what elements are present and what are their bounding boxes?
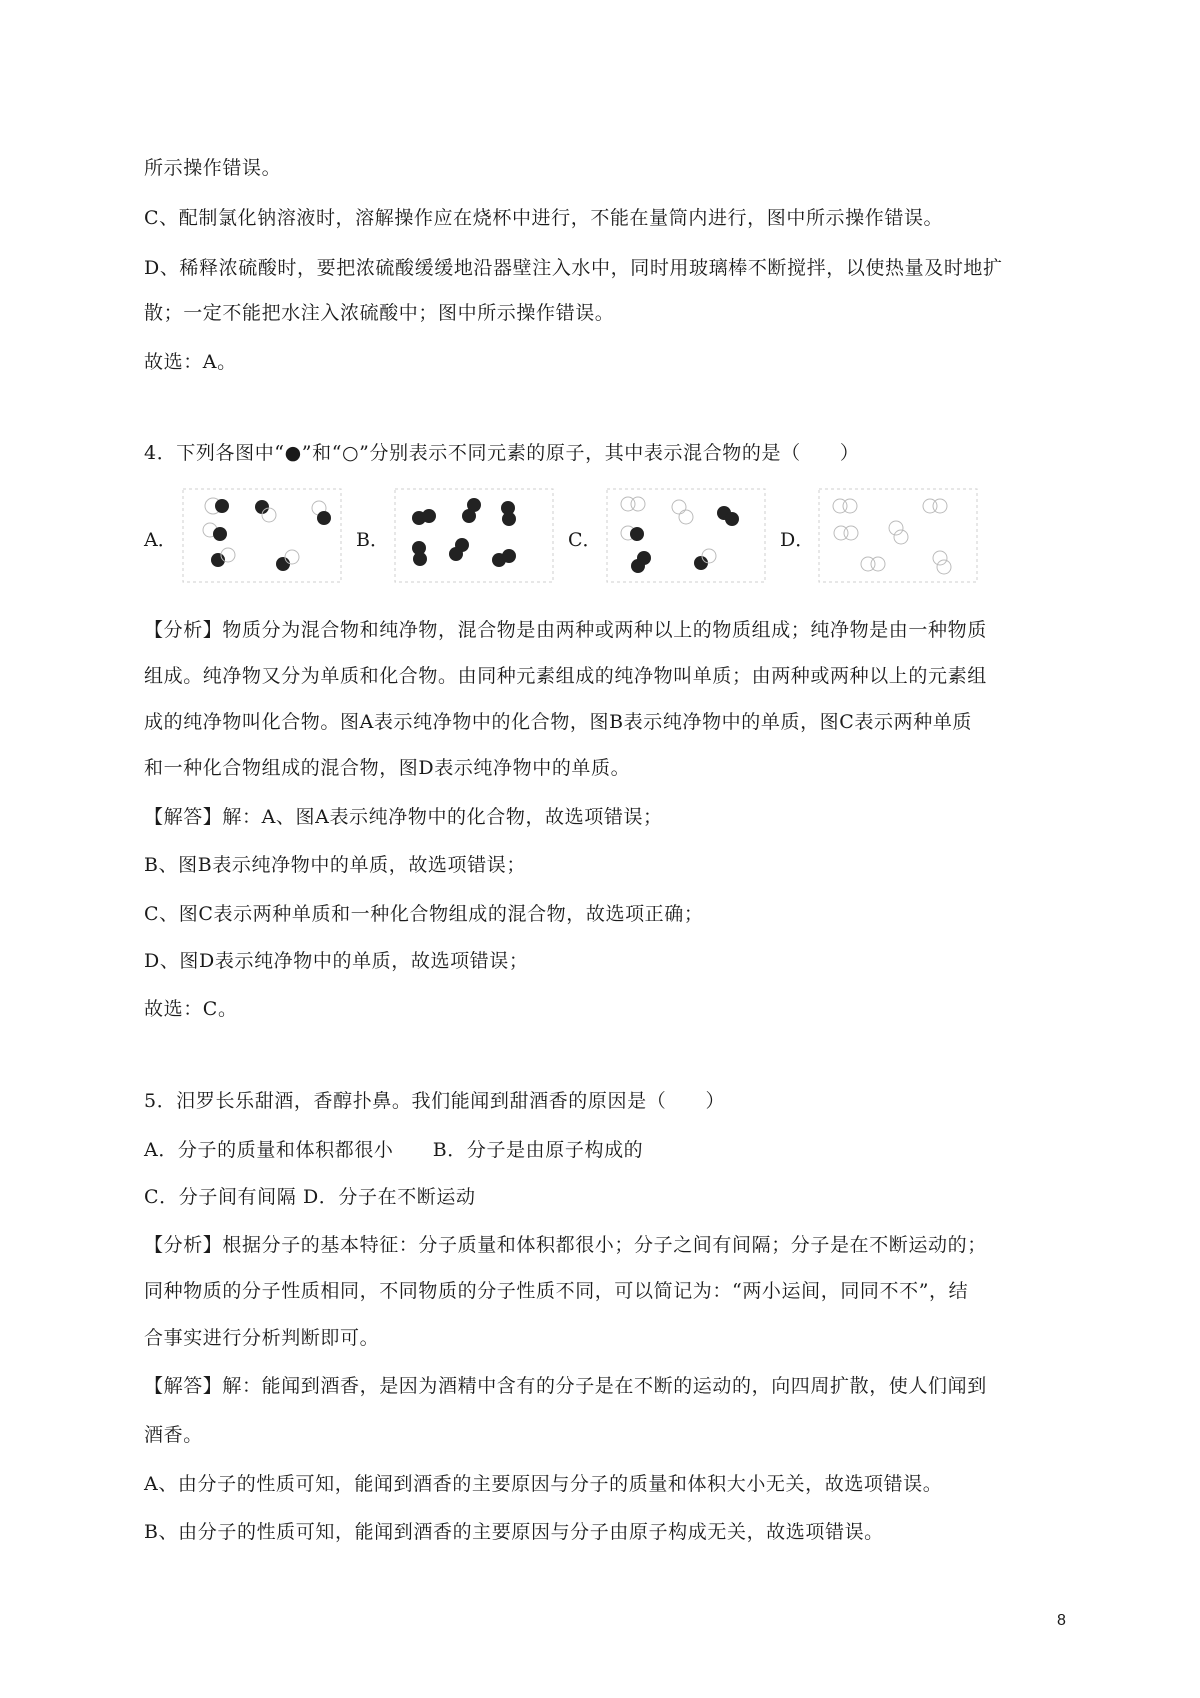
- text-line: 合事实进行分析判断即可。: [144, 1327, 380, 1349]
- figure-b: [394, 488, 554, 583]
- question-5: 5．汨罗长乐甜酒，香醇扑鼻。我们能闻到甜酒香的原因是（ ）: [144, 1090, 726, 1112]
- question-4: 4．下列各图中“●”和“○”分别表示不同元素的原子，其中表示混合物的是（ ）: [144, 442, 860, 464]
- option-d-label: D．: [780, 529, 815, 551]
- text-line: A、由分子的性质可知，能闻到酒香的主要原因与分子的质量和体积大小无关，故选项错误。: [144, 1473, 943, 1495]
- text-line: C、配制氯化钠溶液时，溶解操作应在烧杯中进行，不能在量筒内进行，图中所示操作错误。: [144, 207, 944, 229]
- option-c-label: C．: [568, 529, 602, 551]
- figure-c: [606, 488, 766, 583]
- text-line: 故选：A。: [144, 351, 237, 373]
- text-line: 故选：C。: [144, 998, 238, 1020]
- page-number: 8: [1057, 1612, 1066, 1629]
- molecule-figures: [144, 488, 1004, 598]
- text-line: 散；一定不能把水注入浓硫酸中；图中所示操作错误。: [144, 302, 615, 324]
- option-a-label: A．: [144, 529, 177, 551]
- text-line: 【分析】物质分为混合物和纯净物，混合物是由两种或两种以上的物质组成；纯净物是由一种物质: [144, 619, 987, 641]
- text-line: 【分析】根据分子的基本特征：分子质量和体积都很小；分子之间有间隔；分子是在不断运动的；: [144, 1234, 987, 1256]
- text-line: 所示操作错误。: [144, 157, 282, 179]
- text-line: 成的纯净物叫化合物。图A表示纯净物中的化合物，图B表示纯净物中的单质，图C表示两种单质: [144, 711, 973, 733]
- text-line: C、图C表示两种单质和一种化合物组成的混合物，故选项正确；: [144, 903, 704, 925]
- text-line: B、由分子的性质可知，能闻到酒香的主要原因与分子由原子构成无关，故选项错误。: [144, 1521, 884, 1543]
- text-line: 【解答】解：A、图A表示纯净物中的化合物，故选项错误；: [144, 806, 663, 828]
- text-line: 同种物质的分子性质相同，不同物质的分子性质不同，可以简记为：“两小运间，同同不不”，结: [144, 1280, 969, 1302]
- text-line: B、图B表示纯净物中的单质，故选项错误；: [144, 854, 526, 876]
- text-line: D、图D表示纯净物中的单质，故选项错误；: [144, 950, 529, 972]
- text-line: D、稀释浓硫酸时，要把浓硫酸缓缓地沿器壁注入水中，同时用玻璃棒不断搅拌，以使热量及时地扩: [144, 257, 1003, 279]
- option-b-label: B．: [356, 529, 389, 551]
- text-line: 【解答】解：能闻到酒香，是因为酒精中含有的分子是在不断的运动的，向四周扩散，使人们闻到: [144, 1375, 987, 1397]
- text-line: A．分子的质量和体积都很小 B．分子是由原子构成的: [144, 1139, 644, 1161]
- figure-a: [182, 488, 342, 583]
- text-line: C．分子间有间隔 D．分子在不断运动: [144, 1186, 476, 1208]
- text-line: 组成。纯净物又分为单质和化合物。由同种元素组成的纯净物叫单质；由两种或两种以上的元素组: [144, 665, 987, 687]
- text-line: 酒香。: [144, 1424, 203, 1446]
- figure-d: [818, 488, 978, 583]
- text-line: 和一种化合物组成的混合物，图D表示纯净物中的单质。: [144, 757, 631, 779]
